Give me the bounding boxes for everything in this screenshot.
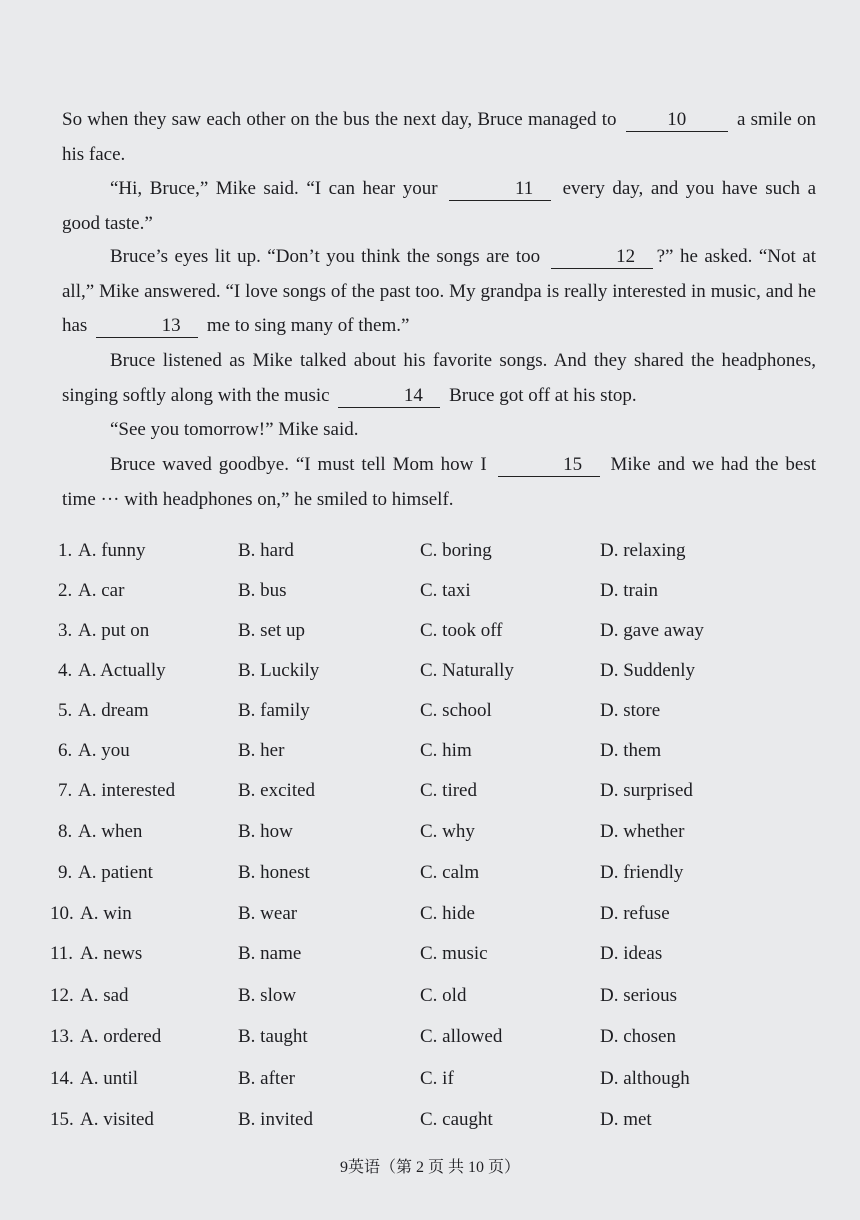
option-c: C. caught bbox=[420, 1109, 493, 1130]
option-b: B. invited bbox=[238, 1109, 313, 1130]
answer-blank-15: 15 bbox=[498, 454, 600, 477]
option-d: D. them bbox=[600, 740, 662, 761]
option-b: B. after bbox=[238, 1068, 295, 1089]
option-d: D. gave away bbox=[600, 620, 704, 641]
question-number: 7. bbox=[58, 780, 73, 801]
question-row bbox=[0, 985, 860, 1015]
option-d: D. surprised bbox=[600, 780, 693, 801]
question-number: 9. bbox=[58, 862, 73, 883]
question-row bbox=[0, 700, 860, 730]
option-a: A. news bbox=[80, 943, 143, 964]
question-row bbox=[0, 943, 860, 973]
option-c: C. taxi bbox=[420, 580, 471, 601]
paragraph-text: “Hi, Bruce,” Mike said. “I can hear your bbox=[110, 178, 438, 199]
option-d: D. met bbox=[600, 1109, 652, 1130]
option-a: A. sad bbox=[80, 985, 129, 1006]
option-d: D. whether bbox=[600, 821, 685, 842]
option-c: C. him bbox=[420, 740, 472, 761]
question-row bbox=[0, 540, 860, 570]
question-number: 11. bbox=[50, 943, 74, 964]
option-c: C. tired bbox=[420, 780, 477, 801]
option-d: D. store bbox=[600, 700, 661, 721]
option-a: A. visited bbox=[80, 1109, 154, 1130]
option-d: D. Suddenly bbox=[600, 660, 695, 681]
answer-blank-13: 13 bbox=[96, 315, 198, 338]
option-c: C. calm bbox=[420, 862, 480, 883]
question-row bbox=[0, 620, 860, 650]
question-row bbox=[0, 740, 860, 770]
question-row bbox=[0, 903, 860, 933]
option-c: C. old bbox=[420, 985, 467, 1006]
paragraph-text: Bruce got off at his stop. bbox=[449, 384, 637, 406]
question-number: 13. bbox=[50, 1026, 74, 1047]
paragraph-text: Bruce listened as Mike talked about his favorite songs. And they shared the headphones, singing softly along with the music bbox=[62, 350, 816, 406]
question-row bbox=[0, 1068, 860, 1098]
option-a: A. funny bbox=[78, 540, 146, 561]
option-d: D. train bbox=[600, 580, 659, 601]
question-row bbox=[0, 580, 860, 610]
question-number: 3. bbox=[58, 620, 73, 641]
option-b: B. excited bbox=[238, 780, 316, 801]
answer-blank-11: 11 bbox=[449, 178, 551, 201]
question-number: 5. bbox=[58, 700, 73, 721]
option-b: B. her bbox=[238, 740, 285, 761]
option-c: C. hide bbox=[420, 903, 475, 924]
option-b: B. slow bbox=[238, 985, 297, 1006]
question-number: 4. bbox=[58, 660, 73, 681]
option-a: A. dream bbox=[78, 700, 149, 721]
option-d: D. serious bbox=[600, 985, 678, 1006]
passage-paragraph-6 bbox=[62, 448, 816, 517]
question-row bbox=[0, 1026, 860, 1056]
question-row bbox=[0, 780, 860, 810]
question-number: 12. bbox=[50, 985, 74, 1006]
option-b: B. hard bbox=[238, 540, 294, 561]
passage-paragraph-3 bbox=[62, 240, 816, 344]
option-c: C. took off bbox=[420, 620, 503, 641]
option-b: B. Luckily bbox=[238, 660, 320, 681]
passage-paragraph-4 bbox=[62, 344, 816, 413]
paragraph-text: ?” he asked. “Not at all,” Mike answered. “I love songs of the past too. My grandpa is really interested in music, and he has bbox=[62, 246, 816, 336]
paragraph-text: So when they saw each other on the bus the next day, Bruce managed to bbox=[62, 109, 617, 130]
paragraph-text: a smile on his face. bbox=[62, 109, 816, 165]
paragraph-text: Bruce’s eyes lit up. “Don’t you think the songs are too bbox=[110, 246, 541, 267]
option-b: B. how bbox=[238, 821, 293, 842]
passage-paragraph-2 bbox=[62, 172, 816, 241]
question-number: 6. bbox=[58, 740, 73, 761]
option-a: A. win bbox=[80, 903, 132, 924]
option-a: A. when bbox=[78, 821, 143, 842]
option-c: C. why bbox=[420, 821, 475, 842]
option-a: A. car bbox=[78, 580, 125, 601]
question-number: 15. bbox=[50, 1109, 74, 1130]
page-footer: 9英语（第 2 页 共 10 页） bbox=[339, 1159, 520, 1176]
question-row bbox=[0, 660, 860, 690]
option-a: A. put on bbox=[78, 620, 150, 641]
question-number: 2. bbox=[58, 580, 73, 601]
option-a: A. until bbox=[80, 1068, 139, 1089]
option-d: D. although bbox=[600, 1068, 690, 1089]
paragraph-text: “See you tomorrow!” Mike said. bbox=[110, 419, 359, 440]
option-c: C. boring bbox=[420, 540, 492, 561]
option-b: B. wear bbox=[238, 903, 298, 924]
option-c: C. allowed bbox=[420, 1026, 503, 1047]
paragraph-text: every day, and you have such a good taste.” bbox=[62, 178, 817, 234]
option-d: D. friendly bbox=[600, 862, 684, 883]
question-row bbox=[0, 1109, 860, 1139]
option-d: D. chosen bbox=[600, 1026, 676, 1047]
option-b: B. name bbox=[238, 943, 302, 964]
option-b: B. honest bbox=[238, 862, 310, 883]
option-a: A. interested bbox=[78, 780, 176, 801]
question-number: 10. bbox=[50, 903, 74, 924]
option-d: D. ideas bbox=[600, 943, 663, 964]
question-number: 1. bbox=[58, 540, 73, 561]
option-c: C. school bbox=[420, 700, 492, 721]
option-a: A. ordered bbox=[80, 1026, 162, 1047]
option-b: B. taught bbox=[238, 1026, 308, 1047]
option-b: B. family bbox=[238, 700, 310, 721]
option-d: D. refuse bbox=[600, 903, 670, 924]
option-a: A. Actually bbox=[78, 660, 166, 681]
answer-blank-10: 10 bbox=[626, 109, 728, 132]
option-a: A. patient bbox=[78, 862, 153, 883]
question-number: 8. bbox=[58, 821, 73, 842]
option-c: C. music bbox=[420, 943, 488, 964]
paragraph-text: me to sing many of them.” bbox=[206, 315, 410, 336]
option-b: B. set up bbox=[238, 620, 306, 641]
question-row bbox=[0, 862, 860, 892]
answer-blank-14: 14 bbox=[338, 385, 440, 408]
paragraph-text: Bruce waved goodbye. “I must tell Mom how I bbox=[110, 454, 487, 475]
option-c: C. Naturally bbox=[420, 660, 514, 681]
passage-paragraph-1 bbox=[62, 103, 816, 172]
paragraph-text: Mike and we had the best time ··· with headphones on,” he smiled to himself. bbox=[62, 454, 817, 510]
option-b: B. bus bbox=[238, 580, 287, 601]
option-c: C. if bbox=[420, 1068, 454, 1089]
option-a: A. you bbox=[78, 740, 130, 761]
answer-blank-12: 12 bbox=[551, 246, 653, 269]
option-d: D. relaxing bbox=[600, 540, 686, 561]
question-row bbox=[0, 821, 860, 851]
passage-paragraph-5 bbox=[62, 413, 816, 448]
question-number: 14. bbox=[50, 1068, 74, 1089]
